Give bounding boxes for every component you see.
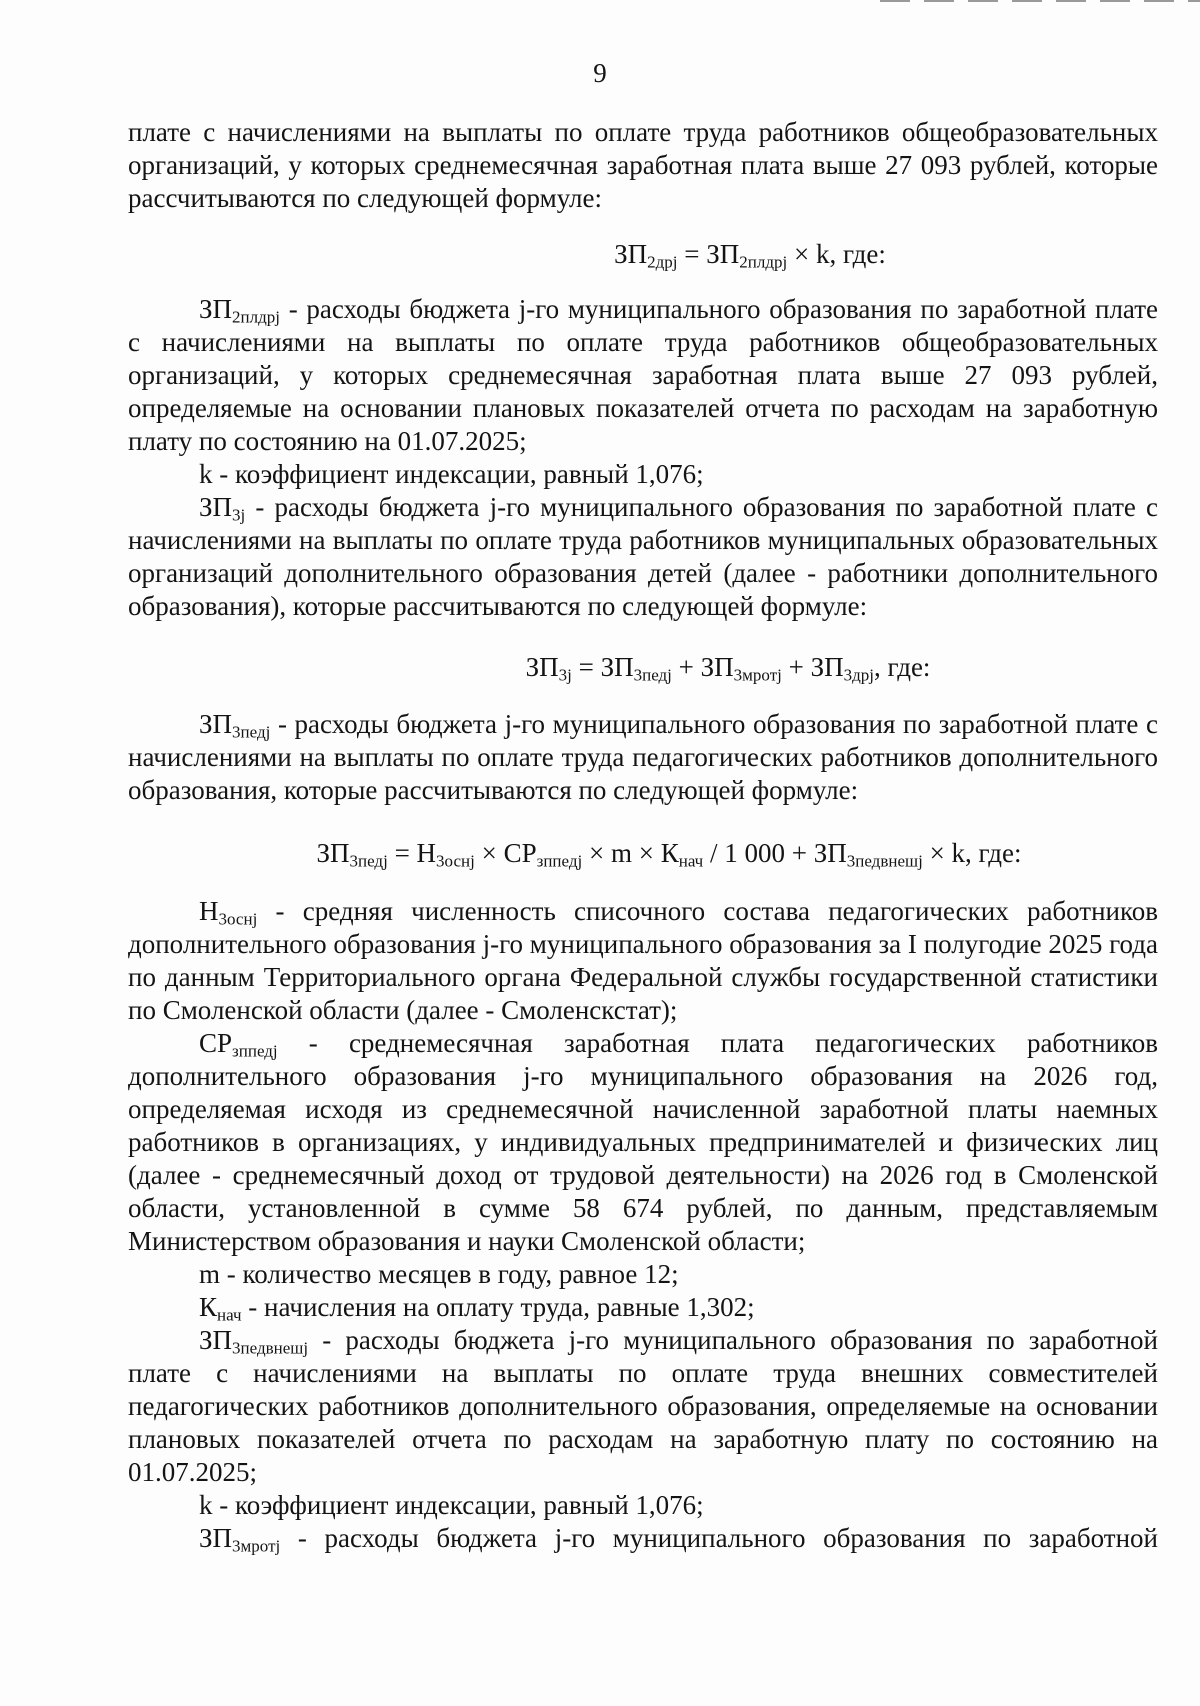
symbol-zp: ЗП: [199, 1325, 233, 1355]
page-number: 9: [593, 58, 607, 88]
operator: =: [677, 239, 707, 269]
subscript: 3j: [558, 665, 572, 685]
symbol-zp: ЗП: [199, 1523, 233, 1553]
operator: =: [387, 838, 417, 868]
document-body: [128, 116, 1158, 1555]
subscript: 3оснj: [218, 909, 258, 929]
formula-zp3pedj: [128, 837, 1158, 870]
subscript: 2дрj: [647, 252, 678, 272]
operator: ×: [631, 838, 661, 868]
symbol-k: k: [815, 239, 830, 269]
symbol-zp: ЗП: [525, 652, 559, 682]
paragraph-zp3j-definition: [128, 491, 1158, 623]
symbol-sr: СР: [199, 1028, 233, 1058]
formula-tail: , где:: [965, 838, 1022, 868]
subscript: 3педвнешj: [846, 851, 923, 871]
operator: ×: [474, 838, 504, 868]
operator: ×: [582, 838, 611, 868]
subscript: 3оснj: [436, 851, 475, 871]
paragraph-k-definition-2: k - коэффициент индексации, равный 1,076;: [199, 1490, 704, 1520]
paragraph-knach-definition: [128, 1291, 1158, 1324]
symbol-zp: ЗП: [600, 652, 634, 682]
symbol-n: Н: [416, 838, 437, 868]
operator: +: [671, 652, 701, 682]
symbol-zp: ЗП: [700, 652, 734, 682]
subscript: зппедj: [232, 1041, 278, 1061]
subscript: 3педj: [633, 665, 672, 685]
operator: / 1 000 +: [703, 838, 814, 868]
definition-text: - расходы бюджета j-го муниципального образования по заработной плате с начислениями на выплаты по оплате труда педагогических работников дополнительного образования, которые рассчитываются по следующей формуле:: [128, 709, 1158, 805]
definition-text: - средняя численность списочного состава педагогических работников дополнительного образования j-го муниципального образования за I полугодие 2025 года по данным Территориального органа Федеральной службы государственной статистики по Смоленской области (далее - Смоленскстат);: [128, 896, 1158, 1025]
paragraph-k-definition: k - коэффициент индексации, равный 1,076;: [199, 459, 704, 489]
subscript: 3педвнешj: [232, 1338, 309, 1358]
operator: ×: [922, 838, 952, 868]
symbol-zp: ЗП: [614, 239, 648, 269]
operator: =: [571, 652, 601, 682]
symbol-zp: ЗП: [316, 838, 350, 868]
symbol-k-nach: К: [660, 838, 679, 868]
definition-text: - расходы бюджета j-го муниципального образования по заработной плате с начислениями на выплаты по оплате труда внешних совместителей педагогических работников дополнительного образования, определяемые на основании плановых показателей отчета по расходам на заработную плату по состоянию на 01.07.2025;: [128, 1325, 1158, 1487]
definition-text: - расходы бюджета j-го муниципального образования по заработной плате с начислениями на выплаты по оплате труда работников муниципальных образовательных организаций дополнительного образования детей (далее - работники дополнительного образования), которые рассчитываются по следующей формуле:: [128, 492, 1158, 621]
paragraph-zp2plldrj-definition: [128, 293, 1158, 458]
definition-text: - расходы бюджета j-го муниципального образования по заработной: [280, 1523, 1158, 1553]
symbol-zp: ЗП: [813, 838, 847, 868]
subscript: зппедj: [536, 851, 583, 871]
operator: ×: [787, 239, 816, 269]
subscript: 3педj: [232, 722, 271, 742]
definition-text: - расходы бюджета j-го муниципального образования по заработной плате с начислениями на выплаты по оплате труда работников общеобразовательных организаций, у которых среднемесячная заработная плата выше 27 093 рублей, определяемые на основании плановых показателей отчета по расходам на заработную плату по состоянию на 01.07.2025;: [128, 294, 1158, 456]
symbol-zp: ЗП: [199, 294, 233, 324]
paragraph-intro: плате с начислениями на выплаты по оплате труда работников общеобразовательных организаций, у которых среднемесячная заработная плата выше 27 093 рублей, которые рассчитываются по следующей формуле:: [128, 117, 1158, 213]
operator: +: [781, 652, 811, 682]
paragraph-m-definition: m - количество месяцев в году, равное 12;: [199, 1259, 679, 1289]
symbol-k-nach: К: [199, 1292, 218, 1322]
definition-text: - начисления на оплату труда, равные 1,302;: [241, 1292, 755, 1322]
subscript: 3дрj: [843, 665, 874, 685]
scan-edge-line: [880, 0, 1200, 2]
symbol-sr: СР: [503, 838, 537, 868]
formula-zp2drj: [128, 238, 1158, 271]
symbol-zp: ЗП: [199, 492, 233, 522]
paragraph-zp3mrotj-definition: [128, 1522, 1158, 1555]
subscript: нач: [678, 851, 704, 871]
symbol-m: m: [610, 838, 632, 868]
subscript: нач: [217, 1305, 242, 1325]
symbol-k: k: [951, 838, 966, 868]
symbol-zp: ЗП: [199, 709, 233, 739]
formula-tail: , где:: [829, 239, 886, 269]
subscript: 2плдрj: [232, 307, 280, 327]
definition-text: - среднемесячная заработная плата педагогических работников дополнительного образования j-го муниципального образования на 2026 год, определяемая исходя из среднемесячной начисленной заработной платы наемных работников в организациях, у индивидуальных предпринимателей и физических лиц (далее - среднемесячный доход от трудовой деятельности) на 2026 год в Смоленской области, установленной в сумме 58 674 рублей, по данным, представляемым Министерством образования и науки Смоленской области;: [128, 1028, 1158, 1256]
formula-zp3j: [128, 651, 1158, 684]
paragraph-zp3pedj-definition: [128, 708, 1158, 807]
subscript: 3j: [232, 505, 246, 525]
symbol-n: Н: [199, 896, 219, 926]
symbol-zp: ЗП: [810, 652, 844, 682]
paragraph-n3osnj-definition: [128, 895, 1158, 1027]
subscript: 2плдрj: [739, 252, 788, 272]
formula-tail: , где:: [873, 652, 931, 682]
subscript: 3мротj: [232, 1536, 281, 1556]
subscript: 3мротj: [733, 665, 782, 685]
paragraph-zp3pedvneshj-definition: [128, 1324, 1158, 1489]
symbol-zp: ЗП: [706, 239, 740, 269]
paragraph-srzppedj-definition: [128, 1027, 1158, 1258]
subscript: 3педj: [349, 851, 388, 871]
